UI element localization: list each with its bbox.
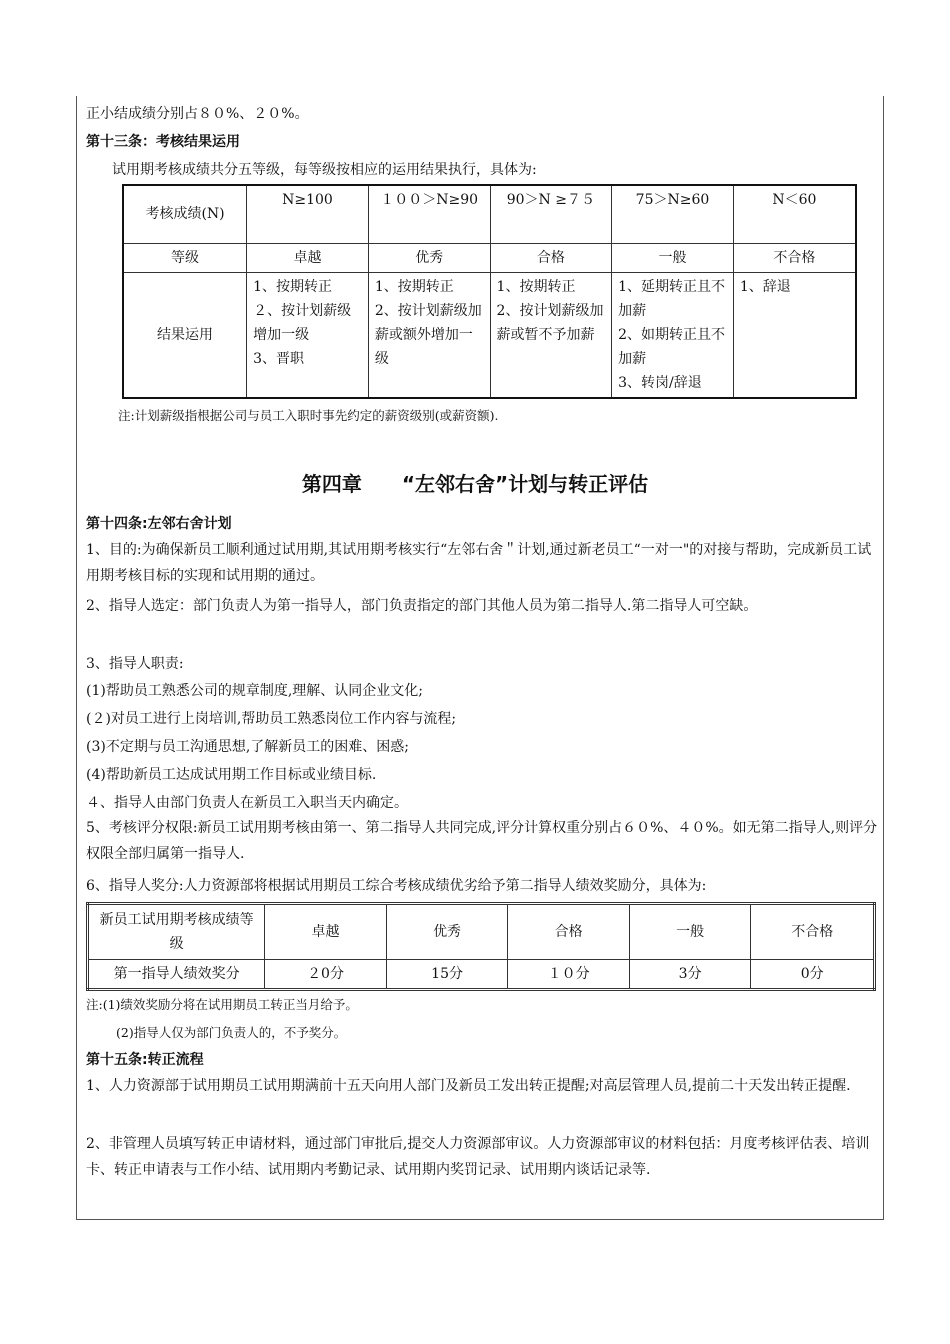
paragraph: 2、非管理人员填写转正申请材料，通过部门审批后,提交人力资源部审议。人力资源部审议的材料包括：月度考核评估表、培训卡、转正申请表与工作小结、试用期内考勤记录、试用期内奖罚记录、试用期内谈话记录等. bbox=[86, 1136, 870, 1178]
article-13-desc: 试用期考核成绩共分五等级，每等级按相应的运用结果执行，具体为: bbox=[112, 162, 537, 178]
paragraph: 5、考核评分权限:新员工试用期考核由第一、第二指导人共同完成,评分计算权重分别占６０%、４０%。如无第二指导人,则评分权限全部归属第一指导人. bbox=[86, 820, 878, 862]
result-cell bbox=[490, 272, 612, 398]
reward-points: ２0分 bbox=[265, 960, 387, 990]
score-cell: １００＞N≥90 bbox=[368, 185, 490, 243]
score-row bbox=[123, 185, 856, 243]
duty-item: (２)对员工进行上岗培训,帮助员工熟悉岗位工作内容与流程; bbox=[86, 711, 457, 727]
table-note: 注:计划薪级指根据公司与员工入职时事先约定的薪资级别(或薪资额). bbox=[118, 408, 499, 423]
result-table bbox=[122, 184, 857, 399]
reward-points-row bbox=[88, 960, 875, 990]
result-item: 1、按期转正 bbox=[374, 278, 454, 295]
result-cell bbox=[733, 272, 856, 398]
grade-row bbox=[123, 243, 856, 272]
duty-item: (4)帮助新员工达成试用期工作目标或业绩目标. bbox=[86, 767, 377, 783]
duty-item: (1)帮助员工熟悉公司的规章制度,理解、认同企业文化; bbox=[86, 683, 423, 699]
grade-cell: 不合格 bbox=[733, 243, 856, 272]
result-item: 2、如期转正且不加薪 bbox=[618, 326, 726, 367]
paragraph: 1、人力资源部于试用期员工试用期满前十五天向用人部门及新员工发出转正提醒;对高层管理人员,提前二十天发出转正提醒. bbox=[86, 1078, 851, 1094]
reward-points: 3分 bbox=[629, 960, 751, 990]
result-cell bbox=[247, 272, 369, 398]
result-item: 3、转岗/辞退 bbox=[618, 374, 702, 391]
score-cell: 75＞N≥60 bbox=[612, 185, 734, 243]
paragraph: 2、指导人选定：部门负责人为第一指导人，部门负责指定的部门其他人员为第二指导人.第二指导人可空缺。 bbox=[86, 598, 758, 614]
reward-grade: 卓越 bbox=[265, 904, 387, 960]
article-14-heading: 第十四条:左邻右舍计划 bbox=[86, 516, 232, 532]
result-item: 1、辞退 bbox=[739, 278, 791, 295]
paragraph: ４、指导人由部门负责人在新员工入职当天内确定。 bbox=[86, 795, 408, 811]
reward-header-row bbox=[88, 904, 875, 960]
paragraph: 3、指导人职责: bbox=[86, 656, 184, 672]
result-item: 2、按计划薪级加薪或暂不予加薪 bbox=[496, 302, 604, 343]
result-row-label: 结果运用 bbox=[123, 272, 247, 398]
result-item: 1、延期转正且不加薪 bbox=[618, 278, 726, 319]
score-cell: 90＞N ≥７５ bbox=[490, 185, 612, 243]
paragraph: 6、指导人奖分:人力资源部将根据试用期员工综合考核成绩优劣给予第二指导人绩效奖励分，具体为: bbox=[86, 878, 707, 894]
reward-points: 15分 bbox=[386, 960, 508, 990]
reward-grade: 合格 bbox=[508, 904, 630, 960]
result-item: 2、按计划薪级加薪或额外增加一级 bbox=[374, 302, 482, 367]
grade-cell: 卓越 bbox=[247, 243, 369, 272]
chapter-title: 第四章 “左邻右舍”计划与转正评估 bbox=[301, 472, 649, 496]
reward-grade: 优秀 bbox=[386, 904, 508, 960]
reward-grade: 不合格 bbox=[751, 904, 875, 960]
article-15-heading: 第十五条:转正流程 bbox=[86, 1052, 204, 1068]
result-cell bbox=[368, 272, 490, 398]
grade-cell: 一般 bbox=[612, 243, 734, 272]
intro-line: 正小结成绩分别占８０%、２０%。 bbox=[86, 106, 309, 122]
reward-note-1: 注:(1)绩效奖励分将在试用期员工转正当月给予。 bbox=[86, 997, 358, 1012]
reward-points: １０分 bbox=[508, 960, 630, 990]
grade-cell: 合格 bbox=[490, 243, 612, 272]
result-cell bbox=[612, 272, 734, 398]
reward-points: 0分 bbox=[751, 960, 875, 990]
reward-header-label: 新员工试用期考核成绩等级 bbox=[88, 904, 265, 960]
result-item: ２、按计划薪级增加一级 bbox=[253, 302, 352, 343]
grade-row-label: 等级 bbox=[123, 243, 247, 272]
paragraph: 1、目的:为确保新员工顺利通过试用期,其试用期考核实行“左邻右舍＂计划,通过新老员工“一对一"的对接与帮助，完成新员工试用期考核目标的实现和试用期的通过。 bbox=[86, 542, 872, 584]
score-row-label: 考核成绩(N) bbox=[123, 185, 247, 243]
reward-note-2: (2)指导人仅为部门负责人的，不予奖分。 bbox=[116, 1025, 347, 1040]
grade-cell: 优秀 bbox=[368, 243, 490, 272]
result-item: 1、按期转正 bbox=[496, 278, 576, 295]
result-row bbox=[123, 272, 856, 398]
result-item: 1、按期转正 bbox=[253, 278, 333, 295]
duty-item: (3)不定期与员工沟通思想,了解新员工的困难、困惑; bbox=[86, 739, 409, 755]
reward-row-label: 第一指导人绩效奖分 bbox=[88, 960, 265, 990]
reward-table bbox=[86, 902, 876, 991]
result-item: 3、晋职 bbox=[253, 350, 305, 367]
reward-grade: 一般 bbox=[629, 904, 751, 960]
article-13-heading: 第十三条：考核结果运用 bbox=[86, 134, 240, 150]
score-cell: N≥100 bbox=[247, 185, 369, 243]
score-cell: N＜60 bbox=[733, 185, 856, 243]
